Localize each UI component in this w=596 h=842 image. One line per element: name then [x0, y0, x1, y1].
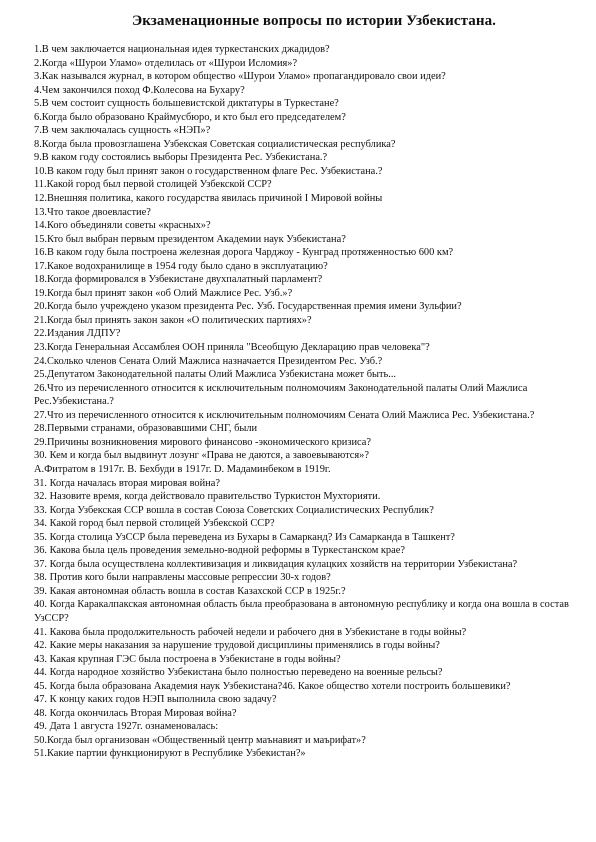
question-item: 36. Какова была цель проведения земельно-водной реформы в Туркестанском крае?: [34, 545, 405, 557]
question-item: 12.Внешняя политика, какого государства явилась причиной I Мировой войны: [34, 193, 383, 205]
question-item: 47. К концу каких годов НЭП выполнила свою задачу?: [34, 694, 277, 706]
question-item: 2.Когда «Шурои Уламо» отделилась от «Шурои Исломия»?: [34, 57, 298, 69]
question-item: 5.В чем состоит сущность большевистской диктатуры в Туркестане?: [34, 98, 339, 110]
question-item: 48. Когда окончилась Вторая Мировая война?: [34, 707, 237, 719]
document-title: Экзаменационные вопросы по истории Узбекистана.: [131, 13, 497, 29]
question-item: 13.Что такое двоевластие?: [34, 206, 151, 218]
question-item: 6.Когда было образовано Краймусбюро, и кто был его председателем?: [34, 111, 346, 123]
question-item: 20.Когда было учреждено указом президента Рес. Узб. Государственная премия имени Зульфии?: [34, 301, 462, 313]
question-item: 28.Первыми странами, образовавшими СНГ, были: [34, 423, 258, 435]
question-item: 8.Когда была провозглашена Узбекская Советская социалистическая республика?: [34, 138, 396, 150]
question-item: 40. Когда Каракалпакская автономная область была преобразована в автономную республику и когда она вошла в состав УзССР?: [34, 599, 569, 624]
question-item: 25.Депутатом Законодательной палаты Олий Мажлиса Узбекистана может быть...: [34, 369, 397, 381]
question-item: 9.В каком году состоялись выборы Президента Рес. Узбекистана.?: [34, 152, 328, 164]
question-item: 30. Кем и когда был выдвинут лозунг «Права не даются, а завоевываются»?: [34, 450, 369, 462]
question-item: 42. Какие меры наказания за нарушение трудовой дисциплины применялись в годы войны?: [34, 640, 440, 652]
question-item: А.Фитратом в 1917г. В. Бехбуди в 1917г. D. Мадаминбеком в 1919г.: [34, 463, 331, 475]
question-item: 3.Как назывался журнал, в котором общество «Шурои Уламо» пропагандировало свои идеи?: [34, 71, 446, 83]
question-item: 10.В каком году был принят закон о государственном флаге Рес. Узбекистана.?: [34, 165, 383, 177]
question-item: 17.Какое водохранилище в 1954 году было сдано в эксплуатацию?: [34, 260, 328, 272]
question-item: 34. Какой город был первой столицей Узбекской ССР?: [34, 518, 275, 530]
question-item: 31. Когда началась вторая мировая война?: [34, 477, 220, 489]
question-item: 26.Что из перечисленного относится к исключительным полномочиям Законодательной палаты Олий Мажлиса Рес.Узбекистана.?: [34, 382, 528, 408]
question-item: 51.Какие партии функционируют в Республике Узбекистан?»: [34, 748, 306, 760]
question-item: 35. Когда столица УзССР была переведена из Бухары в Самарканд? Из Самарканда в Ташкент?: [34, 531, 455, 543]
question-item: 49. Дата 1 августа 1927г. ознаменовалась:: [34, 721, 219, 733]
question-item: 39. Какая автономная область вошла в состав Казахской ССР в 1925г.?: [34, 585, 346, 597]
question-item: 19.Когда был принят закон «об Олий Мажлисе Рес. Узб.»?: [34, 287, 293, 299]
question-item: 50.Когда был организован «Общественный центр маънавият и маърифат»?: [34, 734, 366, 746]
question-item: 11.Какой город был первой столицей Узбекской ССР?: [34, 179, 272, 191]
question-item: 1.В чем заключается национальная идея туркестанских джадидов?: [34, 44, 330, 55]
question-item: 22.Издания ЛДПУ?: [34, 328, 121, 340]
question-item: 21.Когда был принять закон закон «О политических партиях»?: [34, 314, 312, 326]
question-item: 4.Чем закончился поход Ф.Колесова на Бухару?: [34, 84, 245, 96]
question-list: [34, 43, 574, 761]
question-item: 32. Назовите время, когда действовало правительство Туркистон Мухторияти.: [34, 491, 381, 503]
question-item: 15.Кто был выбран первым президентом Академии наук Узбекистана?: [34, 233, 346, 245]
question-item: 43. Какая крупная ГЭС была построена в Узбекистане в годы войны?: [34, 653, 341, 665]
question-item: 45. Когда была образована Академия наук Узбекистана?46. Какое общество хотели построить большевики?: [34, 680, 511, 692]
question-item: 7.В чем заключалась сущность «НЭП»?: [34, 125, 211, 137]
question-item: 29.Причины возникновения мирового финансово -экономического кризиса?: [34, 436, 371, 448]
question-item: 27.Что из перечисленного относится к исключительным полномочиям Сената Олий Мажлиса Рес. Узбекистана.?: [34, 409, 535, 421]
question-item: 37. Когда была осуществлена коллективизация и ликвидация кулацких хозяйств на территории Узбекистана?: [34, 558, 518, 570]
question-item: 23.Когда Генеральная Ассамблея ООН приняла "Всеобщую Декларацию прав человека"?: [34, 342, 430, 354]
question-item: 44. Когда народное хозяйство Узбекистана было полностью переведено на военные рельсы?: [34, 667, 443, 679]
question-item: 24.Сколько членов Сената Олий Мажлиса назначается Президентом Рес. Узб.?: [34, 355, 383, 367]
question-item: 38. Против кого были направлены массовые репрессии 30-х годов?: [34, 572, 331, 584]
question-item: 41. Какова была продолжительность рабочей недели и рабочего дня в Узбекистане в годы войны?: [34, 626, 467, 638]
question-item: 16.В каком году была построена железная дорога Чарджоу - Кунград протяженностью 600 км?: [34, 247, 454, 259]
question-item: 14.Кого объединяли советы «красных»?: [34, 220, 211, 232]
question-item: 18.Когда формировался в Узбекистане двухпалатный парламент?: [34, 274, 323, 286]
question-item: 33. Когда Узбекская ССР вошла в состав Союза Советских Социалистических Республик?: [34, 504, 434, 516]
